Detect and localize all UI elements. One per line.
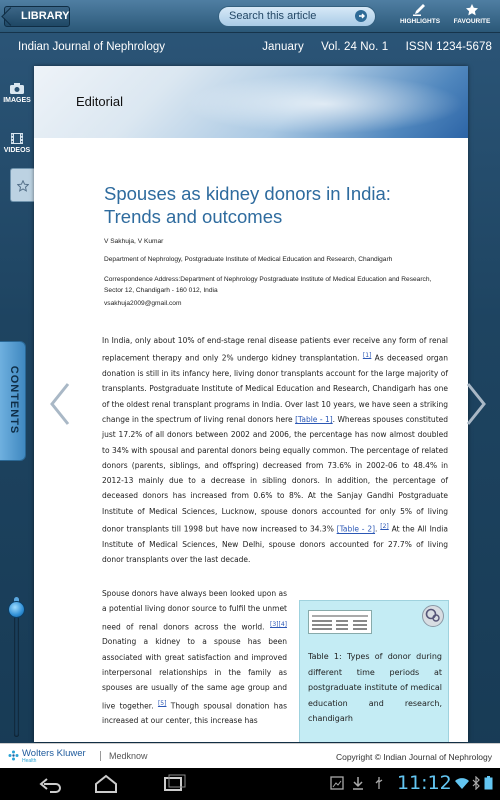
usb-icon — [372, 776, 386, 790]
wolters-kluwer-logo-icon — [8, 750, 19, 761]
contents-tab[interactable] — [0, 341, 26, 461]
issue-issn: ISSN 1234-5678 — [405, 41, 492, 53]
highlights-button[interactable] — [394, 4, 446, 30]
text-span: Spouse donors have always been looked upon as a potential living donor source to fulfil the unmet need of renal donors across the world. — [102, 589, 287, 632]
article-title: Spouses as kidney donors in India: Trends and outcomes — [104, 183, 391, 227]
ref-link-3[interactable]: [3] — [270, 620, 279, 628]
section-label: Editorial — [76, 94, 123, 109]
text-span: . Whereas spouses constituted just 17.2% of all donors between 2002 and 2006, the percentage has now almost doubled to 34% with spousal and parental donors being equally common. The percentage of related donors (parents, siblings, and offspring) decreased from 73.6% in 2002-06 to 48.4% in 2012-13 mainly due to a decrease in sibling donors. In addition, the percentage of deceased donors has increased from 0.6% to 8%. At the Sanjay Gandhi Postgraduate Institute of Medical Sciences, Lucknow, spouse donors accounted for only 5% of living donor transplants till 1998 but have now increased to 34.3% — [102, 414, 449, 534]
images-button[interactable] — [0, 75, 34, 125]
system-bar — [0, 768, 500, 800]
home-icon[interactable] — [92, 774, 120, 794]
journal-name: Indian Journal of Nephrology — [18, 41, 166, 53]
ref-link-5[interactable]: [5] — [157, 699, 167, 707]
zoom-slider-track[interactable] — [14, 597, 19, 737]
back-icon[interactable] — [36, 774, 64, 794]
medknow-logo: Medknow — [100, 751, 148, 761]
favourite-tab[interactable] — [10, 168, 34, 202]
copyright-text: Copyright © Indian Journal of Nephrology — [335, 752, 492, 762]
highlights-label: HIGHLIGHTS — [399, 18, 441, 25]
table-1-link[interactable]: [Table - 1] — [295, 414, 333, 424]
download-icon — [352, 776, 364, 790]
videos-label: VIDEOS — [3, 147, 31, 154]
table-thumbnail[interactable] — [308, 610, 372, 634]
text-span: As deceased organ donation is still in its infancy here, living donor transplants account for the large majority of transplants. Postgraduate Institute of Medical Education and Research, Chandigarh has one of the oldest renal transplant programs in India. Over last 10 years, we have seen a striking change in the spectrum of living renal donors here — [102, 353, 448, 424]
images-label: IMAGES — [3, 97, 31, 104]
paragraph-1 — [102, 333, 448, 567]
highlighter-icon — [413, 4, 427, 16]
search-placeholder: Search this article — [229, 10, 317, 22]
bluetooth-icon — [472, 776, 480, 790]
zoom-slider-thumb[interactable] — [8, 601, 25, 618]
publisher-footer — [0, 743, 500, 768]
issue-month: January — [262, 41, 304, 53]
contents-label: CONTENTS — [8, 365, 20, 435]
ref-link-2[interactable]: [2] — [380, 523, 389, 531]
recent-apps-icon[interactable] — [160, 774, 188, 794]
ref-link-1[interactable]: [1] — [362, 352, 372, 360]
clock: 11:12 — [397, 772, 452, 794]
text-span: In India, only about 10% of end-stage renal disease patients ever receive any form of renal replacement therapy and only 2% undergo kidney transplantation. — [102, 336, 448, 363]
text-span: Donating a kidney to a spouse has been associated with great satisfaction and improved interpersonal relationships in the family as spouses are usually of the same age group and live together. — [102, 637, 287, 711]
text-span: Though spousal donation has increased at our center, this increase has — [102, 701, 287, 726]
camera-icon — [10, 83, 24, 94]
battery-icon — [484, 776, 493, 790]
star-icon — [466, 4, 478, 16]
search-input[interactable] — [218, 6, 376, 27]
library-button[interactable] — [4, 6, 70, 27]
table-2-link[interactable]: [Table - 2] — [336, 524, 376, 534]
screenshot-icon — [330, 776, 344, 790]
paragraph-2 — [102, 586, 287, 729]
magnifier-icon — [423, 606, 443, 626]
star-outline-icon — [17, 180, 29, 192]
zoom-table-button[interactable] — [422, 605, 444, 627]
table-caption: Table 1: Types of donor during different time periods at postgraduate institute of medical education and research, chandigarh — [308, 652, 442, 723]
favourite-button[interactable] — [446, 4, 498, 30]
table-preview-card[interactable] — [299, 600, 449, 742]
wolters-kluwer-logo — [8, 748, 86, 764]
wifi-icon — [455, 776, 469, 790]
library-button-label: LIBRARY — [21, 10, 70, 22]
film-icon — [11, 133, 23, 144]
article-correspondence: Correspondence Address:Department of Nephrology Postgraduate Institute of Medical Education and Research, Sector 12, Chandigarh - 160 012, India — [104, 276, 432, 294]
search-icon[interactable] — [355, 10, 369, 24]
journal-header — [0, 33, 500, 61]
publisher-name: Wolters Kluwer — [22, 748, 86, 759]
article-affiliation: Department of Nephrology, Postgraduate Institute of Medical Education and Research, Chandigarh — [104, 256, 393, 263]
top-toolbar — [0, 0, 500, 33]
next-page-arrow-icon[interactable] — [462, 380, 490, 428]
article-page — [34, 66, 468, 742]
ref-link-4[interactable]: [4] — [278, 620, 287, 628]
publisher-subtitle: Health — [22, 758, 37, 764]
favourite-label: FAVOURITE — [453, 18, 491, 25]
issue-info — [248, 33, 492, 61]
left-rail — [0, 75, 34, 175]
text-span: . — [375, 524, 381, 534]
article-authors: V Sakhuja, V Kumar — [104, 238, 164, 245]
article-email[interactable]: vsakhuja2009@gmail.com — [104, 300, 182, 307]
text-span: At the All India Institute of Medical Sciences, New Delhi, spouse donors accounted for 27.7% of living donor transplants over the last decade. — [102, 524, 448, 565]
previous-page-arrow-icon[interactable] — [46, 380, 74, 428]
issue-volume: Vol. 24 No. 1 — [321, 41, 389, 53]
